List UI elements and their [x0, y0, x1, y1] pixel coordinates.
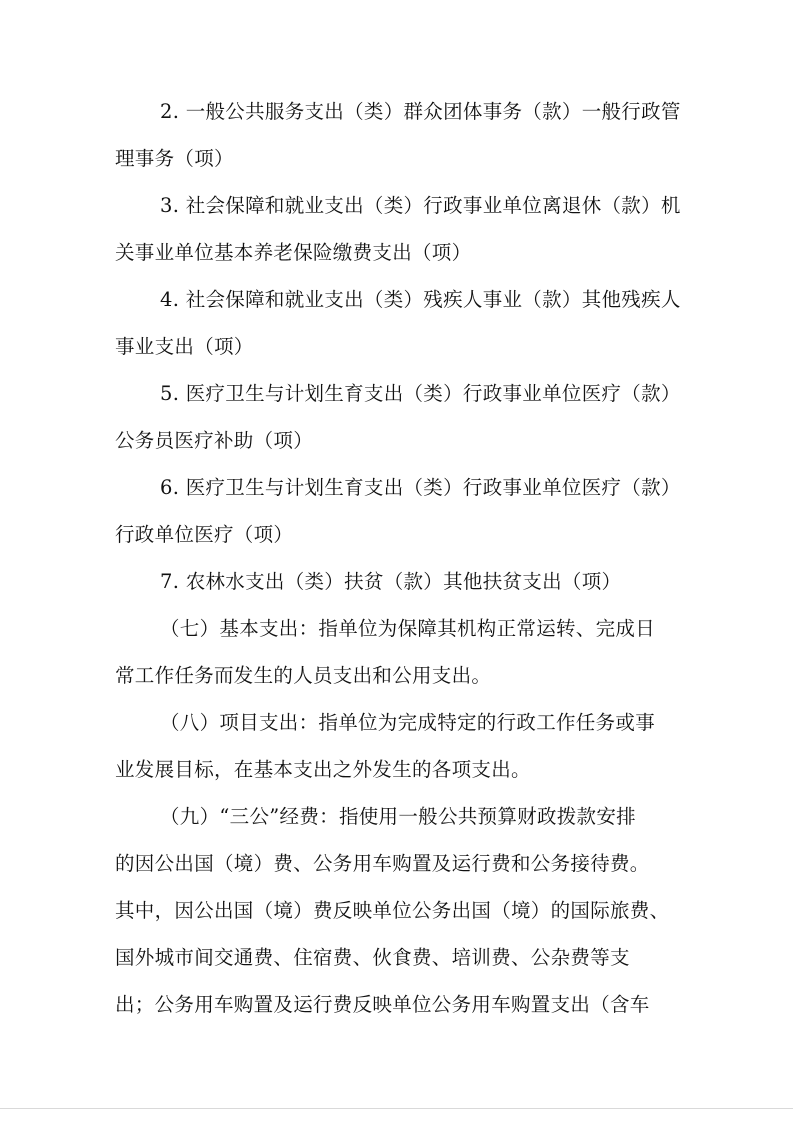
- paragraph-item-6: [115, 464, 681, 558]
- paragraph-line: 行政单位医疗（项）: [115, 523, 294, 546]
- paragraph-item-4: [115, 276, 681, 370]
- paragraph-line: 事业支出（项）: [115, 335, 254, 358]
- paragraph-line: （七）基本支出：指单位为保障其机构正常运转、完成日: [160, 617, 656, 640]
- paragraph-three-public-funds: [115, 793, 675, 1028]
- paragraph-line: 出；公务用车购置及运行费反映单位公务用车购置支出（含车: [115, 993, 650, 1016]
- paragraph-item-3: [115, 182, 681, 276]
- paragraph-line: 国外城市间交通费、住宿费、伙食费、培训费、公杂费等支: [115, 946, 630, 969]
- paragraph-line: （八）项目支出：指单位为完成特定的行政工作任务或事: [160, 711, 656, 734]
- paragraph-item-5: [115, 370, 681, 464]
- paragraph-line: 常工作任务而发生的人员支出和公用支出。: [115, 664, 492, 687]
- paragraph-project-expenditure: [115, 699, 675, 793]
- paragraph-line: 7. 农林水支出（类）扶贫（款）其他扶贫支出（项）: [160, 570, 622, 593]
- paragraph-item-2: [115, 88, 681, 182]
- paragraph-line: 公务员医疗补助（项）: [115, 429, 314, 452]
- paragraph-line: （九）“三公”经费：指使用一般公共预算财政拨款安排: [160, 805, 636, 828]
- paragraph-line: 4. 社会保障和就业支出（类）残疾人事业（款）其他残疾人: [160, 288, 681, 311]
- paragraph-line: 业发展目标，在基本支出之外发生的各项支出。: [115, 758, 531, 781]
- paragraph-line: 5. 医疗卫生与计划生育支出（类）行政事业单位医疗（款）: [160, 382, 681, 405]
- paragraph-item-7: [115, 558, 675, 605]
- paragraph-line: 关事业单位基本养老保险缴费支出（项）: [115, 241, 472, 264]
- paragraph-line: 理事务（项）: [115, 147, 234, 170]
- paragraph-line: 其中，因公出国（境）费反映单位公务出国（境）的国际旅费、: [115, 899, 670, 922]
- paragraph-line: 的因公出国（境）费、公务用车购置及运行费和公务接待费。: [115, 852, 650, 875]
- paragraph-line: 2. 一般公共服务支出（类）群众团体事务（款）一般行政管: [160, 100, 681, 123]
- paragraph-line: 6. 医疗卫生与计划生育支出（类）行政事业单位医疗（款）: [160, 476, 681, 499]
- document-body: [115, 88, 681, 1028]
- paragraph-line: 3. 社会保障和就业支出（类）行政事业单位离退休（款）机: [160, 194, 681, 217]
- paragraph-basic-expenditure: [115, 605, 675, 699]
- page-bottom-rule: [0, 1108, 793, 1109]
